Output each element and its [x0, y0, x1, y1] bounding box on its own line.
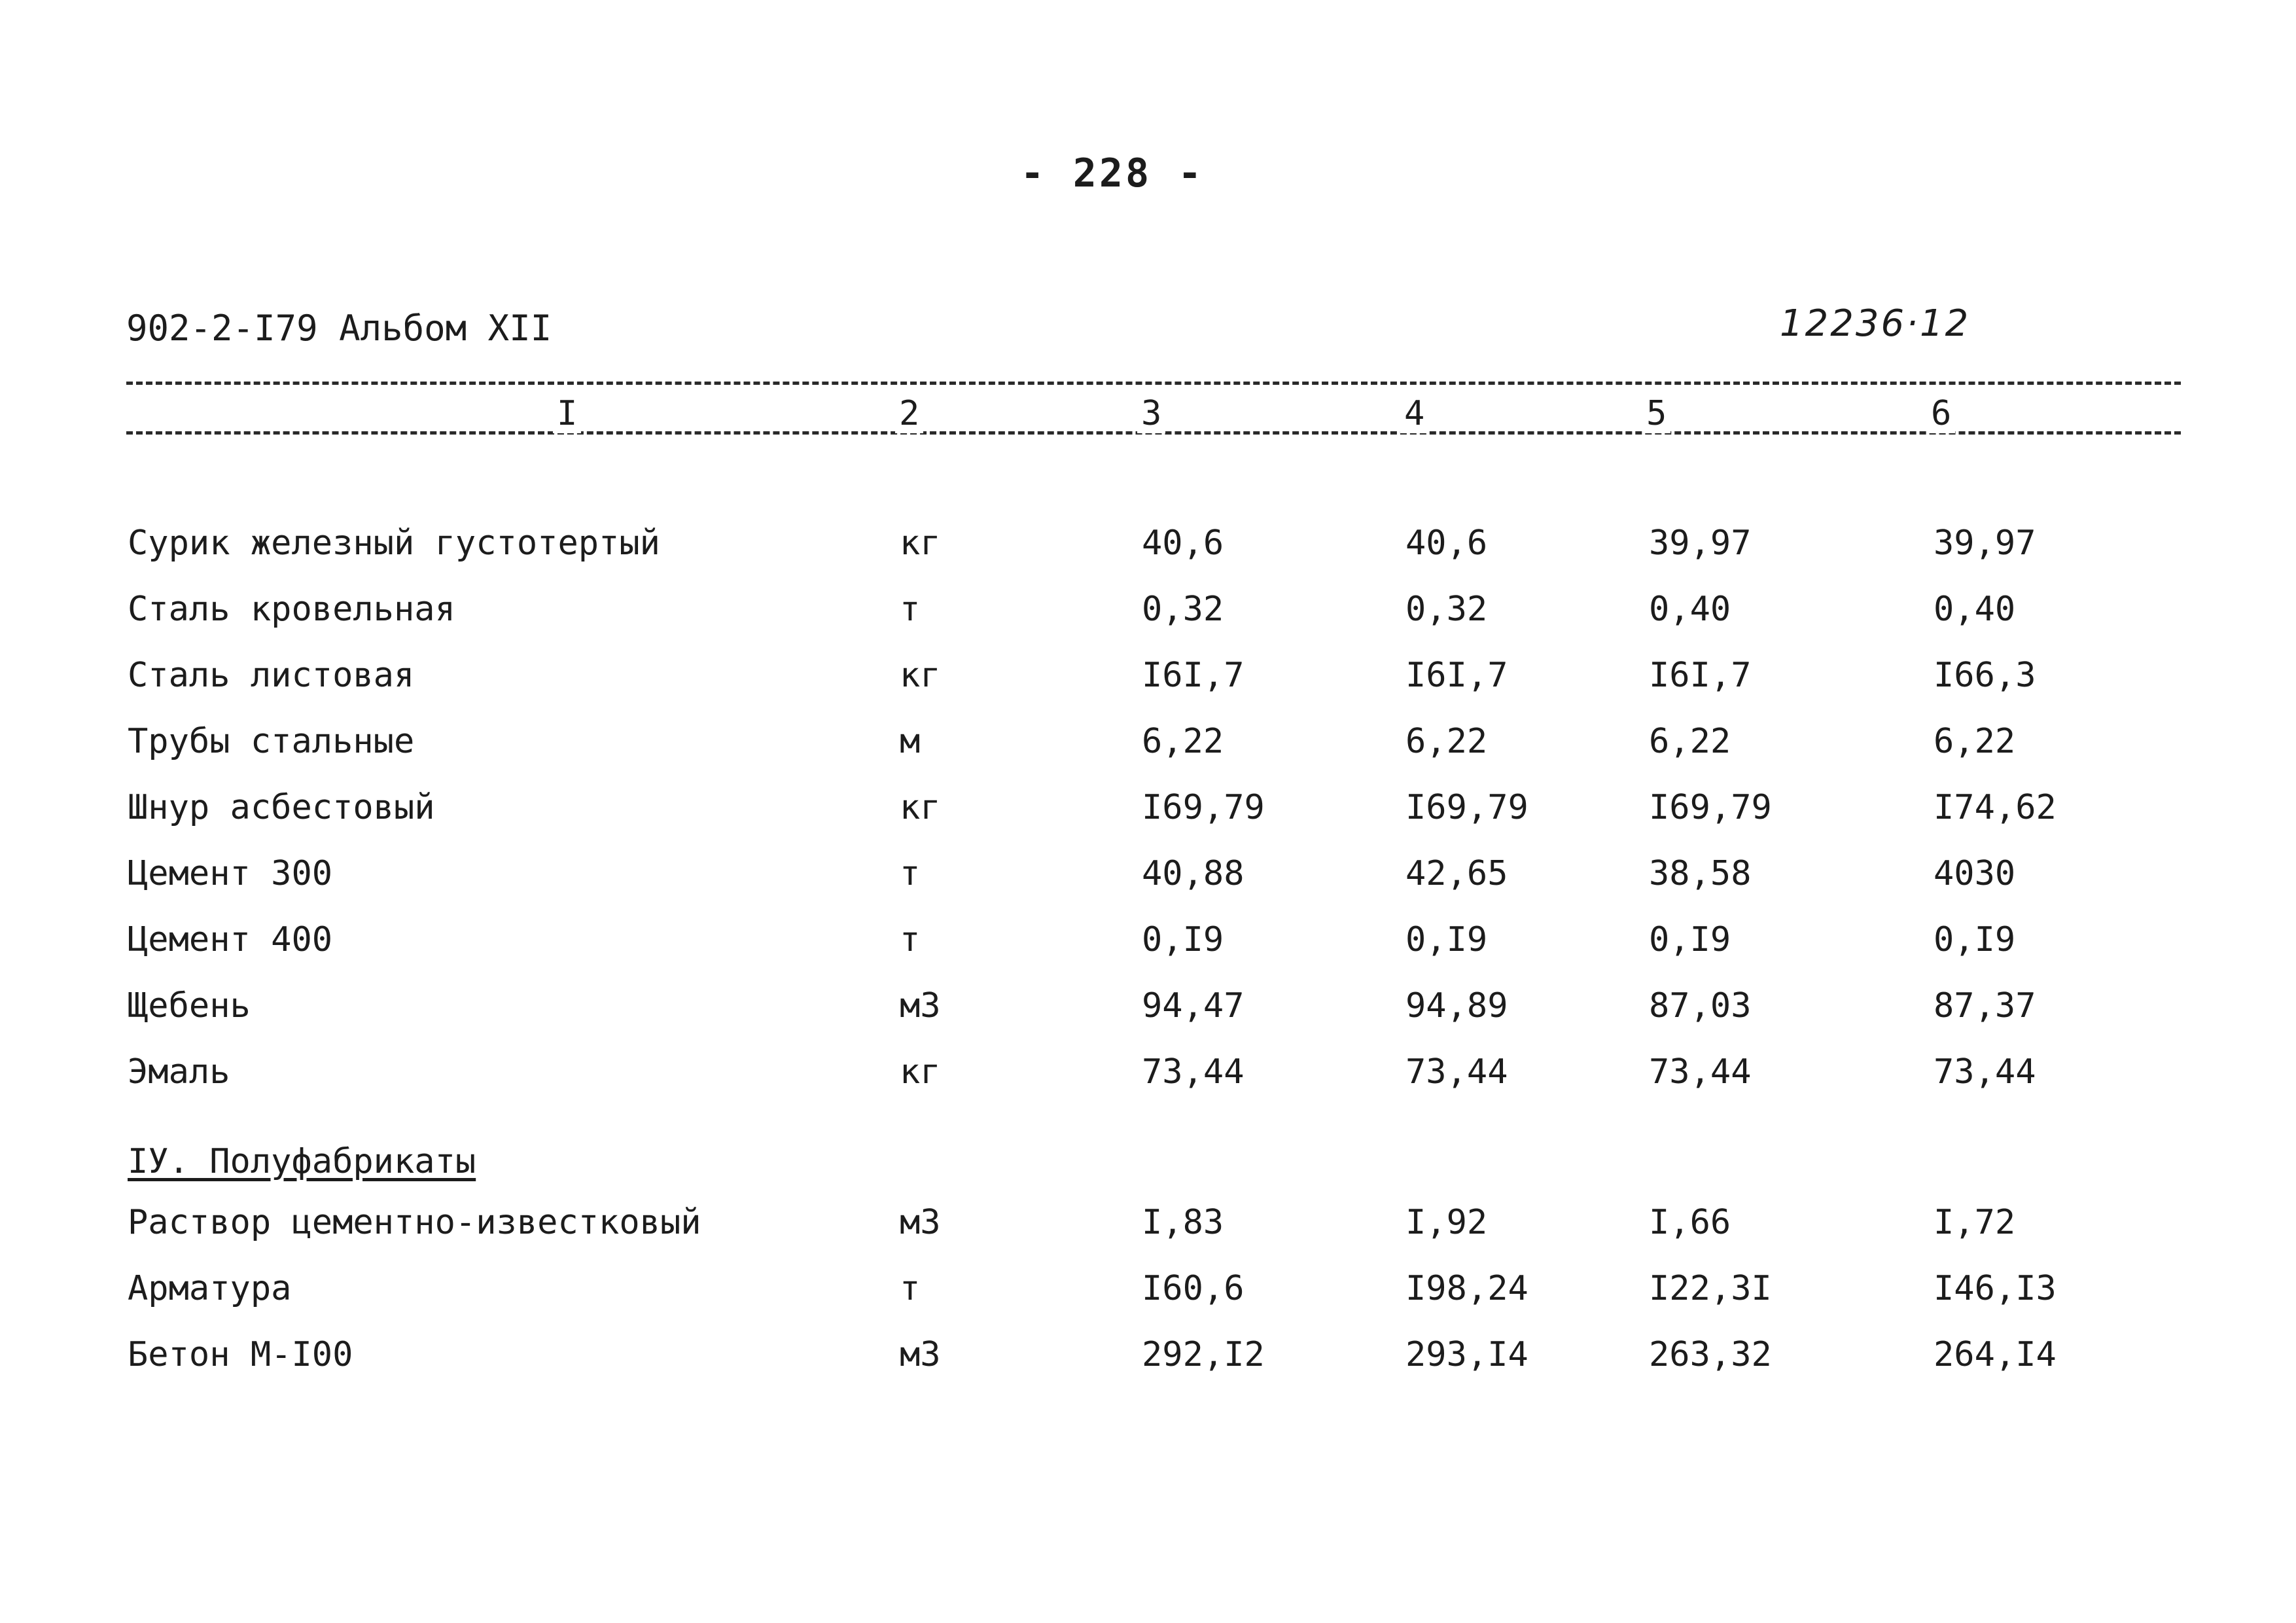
material-name: Раствор цементно-известковый — [128, 1203, 701, 1242]
document-number: 12236·12 — [1780, 302, 1971, 345]
value-col-3: 0,32 — [1142, 590, 1224, 629]
material-name: Сталь кровельная — [128, 590, 455, 629]
table-row — [0, 1052, 2296, 1098]
material-unit: м — [900, 722, 921, 761]
material-name: Щебень — [128, 986, 251, 1026]
value-col-3: 6,22 — [1142, 722, 1224, 761]
value-col-4: I,92 — [1405, 1203, 1488, 1242]
value-col-4: 0,32 — [1405, 590, 1488, 629]
value-col-5: 0,I9 — [1649, 920, 1731, 959]
column-number-1: I — [553, 394, 581, 433]
value-col-4: 94,89 — [1405, 986, 1508, 1026]
column-number-5: 5 — [1642, 394, 1670, 433]
column-number-4: 4 — [1400, 394, 1428, 433]
value-col-6: 39,97 — [1934, 524, 2036, 563]
material-unit: кг — [900, 656, 941, 695]
material-unit: м3 — [900, 986, 941, 1026]
material-name: Цемент 400 — [128, 920, 333, 959]
column-number-6: 6 — [1927, 394, 1955, 433]
value-col-5: I22,3I — [1649, 1269, 1772, 1308]
value-col-4: 293,I4 — [1405, 1335, 1528, 1374]
material-name: Цемент 300 — [128, 854, 333, 893]
value-col-5: I69,79 — [1649, 788, 1772, 827]
value-col-5: I6I,7 — [1649, 656, 1752, 695]
value-col-5: 39,97 — [1649, 524, 1752, 563]
value-col-6: 4030 — [1934, 854, 2016, 893]
table-row — [0, 788, 2296, 834]
column-number-3: 3 — [1137, 394, 1165, 433]
material-name: Арматура — [128, 1269, 292, 1308]
value-col-4: 40,6 — [1405, 524, 1488, 563]
value-col-4: I69,79 — [1405, 788, 1528, 827]
table-row — [0, 1269, 2296, 1315]
material-unit: м3 — [900, 1335, 941, 1374]
value-col-4: 6,22 — [1405, 722, 1488, 761]
header-divider-top — [126, 382, 2181, 385]
table-row — [0, 590, 2296, 635]
material-unit: кг — [900, 1052, 941, 1092]
value-col-5: 0,40 — [1649, 590, 1731, 629]
value-col-4: I98,24 — [1405, 1269, 1528, 1308]
value-col-5: 38,58 — [1649, 854, 1752, 893]
material-name: Бетон М-I00 — [128, 1335, 353, 1374]
table-row — [0, 656, 2296, 702]
document-code: 902-2-I79 Альбом XII — [126, 308, 552, 349]
value-col-5: I,66 — [1649, 1203, 1731, 1242]
value-col-3: I,83 — [1142, 1203, 1224, 1242]
material-unit: м3 — [900, 1203, 941, 1242]
value-col-6: 87,37 — [1934, 986, 2036, 1026]
value-col-3: 40,6 — [1142, 524, 1224, 563]
material-name: Сурик железный густотертый — [128, 524, 660, 563]
value-col-5: 263,32 — [1649, 1335, 1772, 1374]
section-title: IУ. Полуфабрикаты — [128, 1142, 476, 1181]
value-col-6: I46,I3 — [1934, 1269, 2057, 1308]
table-row — [0, 854, 2296, 900]
value-col-5: 6,22 — [1649, 722, 1731, 761]
value-col-6: I,72 — [1934, 1203, 2016, 1242]
value-col-6: I74,62 — [1934, 788, 2057, 827]
value-col-4: I6I,7 — [1405, 656, 1508, 695]
value-col-3: 73,44 — [1142, 1052, 1245, 1092]
value-col-3: I69,79 — [1142, 788, 1265, 827]
table-row — [0, 1203, 2296, 1249]
material-unit: кг — [900, 524, 941, 563]
material-name: Эмаль — [128, 1052, 230, 1092]
value-col-6: 0,40 — [1934, 590, 2016, 629]
column-number-2: 2 — [895, 394, 923, 433]
table-row — [0, 986, 2296, 1032]
value-col-4: 73,44 — [1405, 1052, 1508, 1092]
value-col-6: 264,I4 — [1934, 1335, 2057, 1374]
value-col-6: 73,44 — [1934, 1052, 2036, 1092]
table-row — [0, 920, 2296, 966]
value-col-4: 42,65 — [1405, 854, 1508, 893]
value-col-6: 0,I9 — [1934, 920, 2016, 959]
value-col-3: 94,47 — [1142, 986, 1245, 1026]
value-col-6: I66,3 — [1934, 656, 2036, 695]
material-name: Шнур асбестовый — [128, 788, 435, 827]
value-col-3: 40,88 — [1142, 854, 1245, 893]
value-col-3: I60,6 — [1142, 1269, 1245, 1308]
value-col-3: 0,I9 — [1142, 920, 1224, 959]
material-unit: т — [900, 1269, 921, 1308]
material-name: Сталь листовая — [128, 656, 415, 695]
material-unit: т — [900, 590, 921, 629]
material-name: Трубы стальные — [128, 722, 415, 761]
value-col-3: I6I,7 — [1142, 656, 1245, 695]
value-col-4: 0,I9 — [1405, 920, 1488, 959]
table-row — [0, 1335, 2296, 1381]
page-number: - 228 - — [1020, 151, 1205, 196]
material-unit: кг — [900, 788, 941, 827]
material-unit: т — [900, 920, 921, 959]
value-col-5: 87,03 — [1649, 986, 1752, 1026]
table-row — [0, 722, 2296, 768]
value-col-3: 292,I2 — [1142, 1335, 1265, 1374]
material-unit: т — [900, 854, 921, 893]
value-col-5: 73,44 — [1649, 1052, 1752, 1092]
value-col-6: 6,22 — [1934, 722, 2016, 761]
table-row — [0, 524, 2296, 569]
